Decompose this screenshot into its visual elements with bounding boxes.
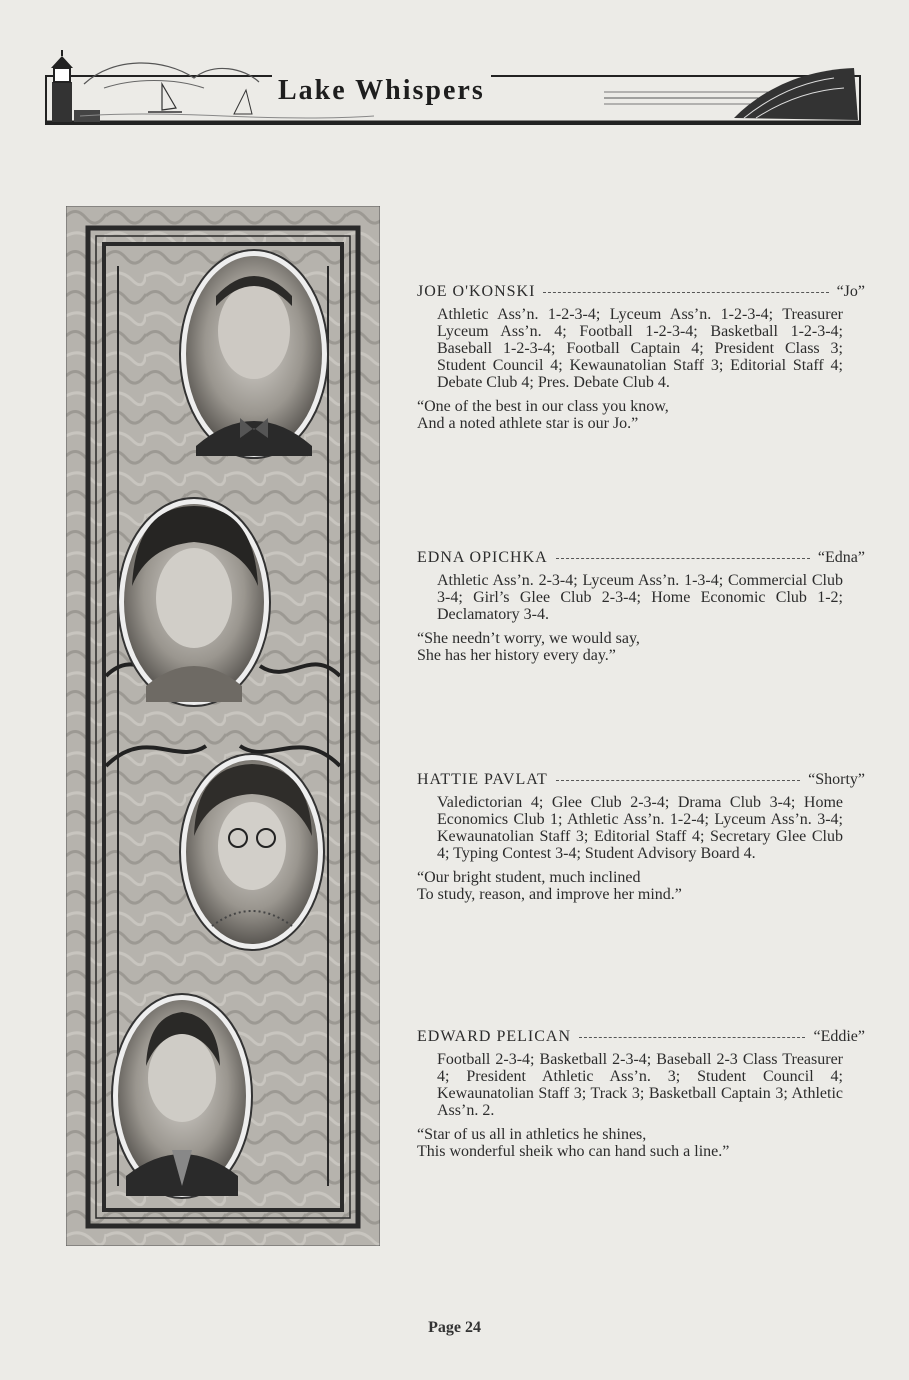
sailboat-icon (148, 84, 252, 114)
student-nickname: “Edna” (817, 549, 865, 566)
portrait-edna-opichka (118, 498, 270, 706)
student-verse (417, 869, 865, 903)
student-verse (417, 1126, 865, 1160)
student-activities: Valedictorian 4; Glee Club 2-3-4; Drama Club 3-4; Home Economics Club 1; Athletic Ass’n. 1-2-4; Lyceum Ass’n. 3-4; Kewaunatolian Staff 3; Editorial Staff 4; Secretary Glee Club 4; Typing Contest 3-4; Student Advisory Board 4. (437, 794, 843, 862)
entry-joe-okonski (417, 283, 865, 432)
portrait-hattie-pavlat (180, 754, 324, 950)
lighthouse-icon (51, 50, 100, 122)
entry-heading (417, 283, 865, 300)
student-nickname: “Jo” (836, 283, 865, 300)
student-verse (417, 398, 865, 432)
portrait-edward-pelican (112, 994, 252, 1198)
verse-line: “She needn’t worry, we would say, (417, 630, 640, 647)
page-number: Page 24 (428, 1319, 481, 1336)
verse-line: “Star of us all in athletics he shines, (417, 1126, 647, 1143)
portrait-panel-art (66, 206, 380, 1246)
entry-hattie-pavlat (417, 771, 865, 903)
verse-line: To study, reason, and improve her mind.” (417, 886, 682, 903)
page-header (44, 48, 862, 126)
dotted-leader (556, 780, 800, 781)
student-name: EDNA OPICHKA (417, 549, 548, 566)
student-activities: Athletic Ass’n. 2-3-4; Lyceum Ass’n. 1-3-4; Commercial Club 3-4; Girl’s Glee Club 2-3-4; Home Economic Club 1-2; Declamatory 3-4. (437, 572, 843, 623)
student-name: HATTIE PAVLAT (417, 771, 548, 788)
dotted-leader (543, 292, 828, 293)
student-verse (417, 630, 865, 664)
portrait-panel (66, 206, 380, 1246)
student-nickname: “Eddie” (813, 1028, 865, 1045)
entry-heading (417, 1028, 865, 1045)
verse-line: She has her history every day.” (417, 647, 616, 664)
verse-line: This wonderful sheik who can hand such a line.” (417, 1143, 730, 1160)
student-nickname: “Shorty” (808, 771, 865, 788)
dotted-leader (556, 558, 810, 559)
student-activities: Football 2-3-4; Basketball 2-3-4; Baseball 2-3 Class Treasurer 4; President Athletic Ass’n. 3; Student Council 4; Kewaunatolian Staff 3; Track 3; Basketball Captain 3; Athletic Ass’n. 2. (437, 1051, 843, 1119)
student-name: EDWARD PELICAN (417, 1028, 571, 1045)
entry-heading (417, 549, 865, 566)
entry-heading (417, 771, 865, 788)
verse-line: “Our bright student, much inclined (417, 869, 641, 886)
student-name: JOE O'KONSKI (417, 283, 536, 300)
verse-line: And a noted athlete star is our Jo.” (417, 415, 639, 432)
publication-title: Lake Whispers (272, 74, 491, 108)
dotted-leader (579, 1037, 805, 1038)
entry-edna-opichka (417, 549, 865, 664)
student-activities: Athletic Ass’n. 1-2-3-4; Lyceum Ass’n. 1-2-3-4; Treasurer Lyceum Ass’n. 4; Football 1-2-3-4; Basketball 1-2-3-4; Baseball 1-2-3-4; Football Captain 4; President Class 3; Student Council 4; Kewaunatolian Staff 3; Editorial Staff 4; Debate Club 4; Pres. Debate Club 4. (437, 306, 843, 391)
verse-line: “One of the best in our class you know, (417, 398, 669, 415)
portrait-joe-okonski (180, 250, 328, 458)
entry-edward-pelican (417, 1028, 865, 1160)
